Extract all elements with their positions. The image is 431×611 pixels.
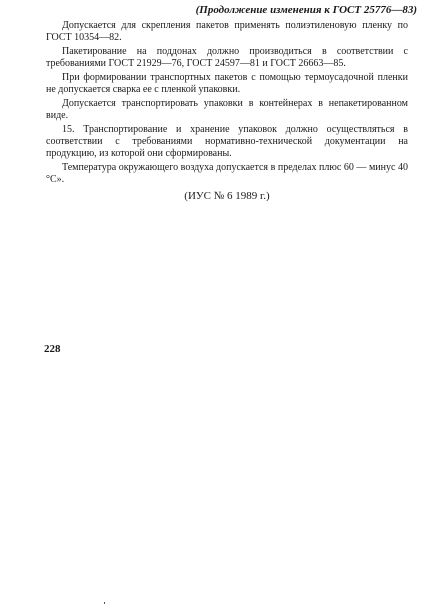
paragraph-clause-15: 15. Транспортирование и хранение упаковок должно осуществляться в соответствии с требованиями нормативно-технической документации на продукцию, из которой они сформированы. <box>46 124 408 159</box>
paragraph-temperature: Температура окружающего воздуха допускается в пределах плюс 60 — минус 40 °С». <box>46 162 408 185</box>
paragraph-film-fastening: Допускается для скрепления пакетов применять полиэтиленовую пленку по ГОСТ 10354—82. <box>46 20 408 43</box>
page-number: 228 <box>44 343 61 355</box>
citation: (ИУС № 6 1989 г.) <box>184 190 270 202</box>
paragraph-container-transport: Допускается транспортировать упаковки в контейнерах в непакетированном виде. <box>46 98 408 121</box>
paragraph-pallet-packaging: Пакетирование на поддонах должно производиться в соответствии с требованиями ГОСТ 21929—76, ГОСТ 24597—81 и ГОСТ 26663—85. <box>46 46 408 69</box>
paragraph-shrink-film: При формировании транспортных пакетов с помощью термоусадочной пленки не допускается сварка ее с пленкой упаковки. <box>46 72 408 95</box>
page-header: (Продолжение изменения к ГОСТ 25776—83) <box>195 4 417 16</box>
scan-speck <box>104 602 105 604</box>
document-body <box>46 20 408 202</box>
